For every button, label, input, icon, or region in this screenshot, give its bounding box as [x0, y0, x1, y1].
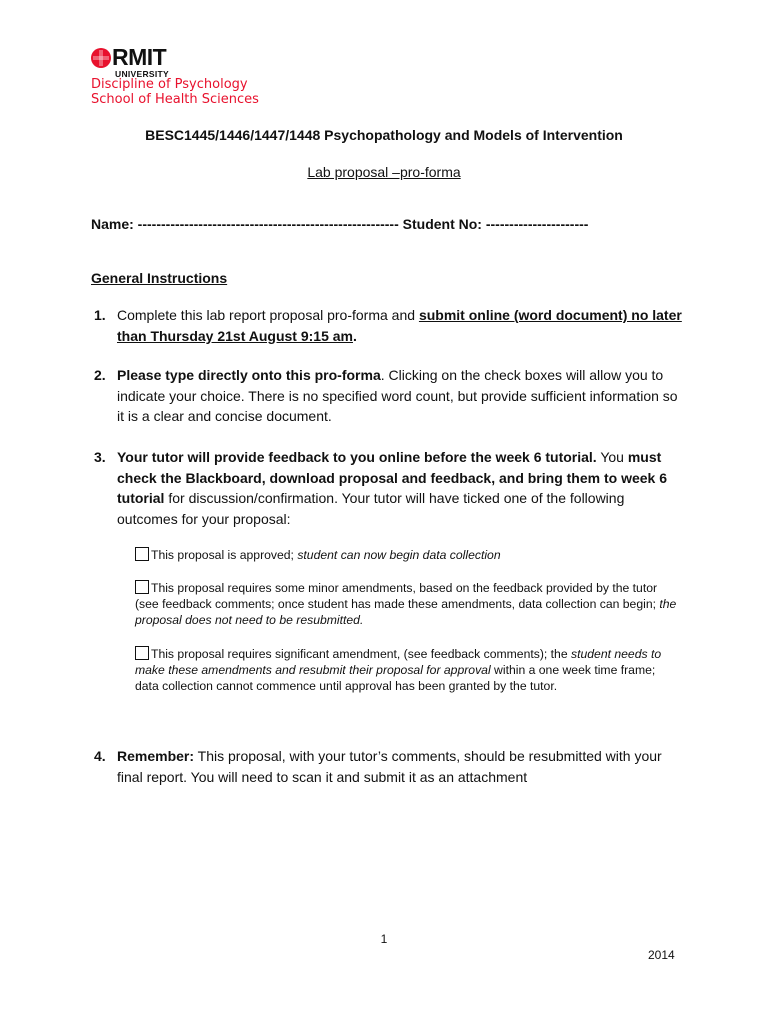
approved-checkbox[interactable] — [135, 547, 149, 561]
document-subtitle: Lab proposal –pro-forma — [307, 164, 461, 180]
instruction-item-4 — [94, 746, 684, 787]
instruction-item-1 — [94, 305, 684, 346]
logo-wordmark: RMIT — [112, 44, 167, 70]
course-title: BESC1445/1446/1447/1448 Psychopathology and Models of Intervention — [145, 127, 623, 143]
item-emphasis: Your tutor will provide feedback to you online before the week 6 tutorial. — [117, 449, 597, 465]
item-emphasis: must check the Blackboard, download proposal and feedback, and bring them to week 6 tutorial — [117, 449, 668, 507]
item-text: . — [352, 327, 357, 344]
item-emphasis: Please type directly onto this pro-forma — [117, 367, 381, 383]
item-text: This proposal, with your tutor’s comments, should be resubmitted with your final report. You will need to scan it and submit it as an attachment — [117, 748, 662, 785]
option-text: This proposal requires some minor amendments, based on the feedback provided by the tutor (see feedback comments; once student has made these amendments, data collection can begin; — [135, 581, 660, 611]
item-number: 2. — [94, 367, 106, 383]
school-line: School of Health Sciences — [91, 92, 259, 107]
outcome-option-significant — [135, 646, 677, 694]
minor-amendments-checkbox[interactable] — [135, 580, 149, 594]
logo-university: UNIVERSITY — [115, 69, 170, 79]
instruction-item-3 — [94, 447, 684, 530]
submission-deadline: submit online (word document) no later than Thursday 21st August 9:15 am — [117, 307, 682, 344]
item-number: 3. — [94, 449, 106, 465]
discipline-line: Discipline of Psychology — [91, 77, 248, 92]
item-number: 1. — [94, 307, 106, 323]
option-text-italic: student can now begin data collection — [297, 548, 501, 562]
item-emphasis: Remember: — [117, 748, 195, 764]
rmit-pixel-icon — [90, 47, 112, 69]
significant-amendment-checkbox[interactable] — [135, 646, 149, 660]
item-number: 4. — [94, 748, 106, 764]
option-text: within a one week time frame; data collection cannot commence until approval has been granted by the tutor. — [135, 663, 656, 693]
item-text: for discussion/confirmation. Your tutor will have ticked one of the following outcomes for your proposal: — [117, 490, 625, 528]
option-text: This proposal requires significant amendment, (see feedback comments); the — [151, 647, 571, 661]
footer-year: 2014 — [648, 948, 675, 962]
item-text: You — [596, 449, 628, 465]
option-text: This proposal is approved; — [151, 548, 298, 562]
general-instructions-heading: General Instructions — [91, 270, 228, 286]
instruction-item-2 — [94, 365, 684, 427]
page-number: 1 — [380, 932, 388, 946]
item-text: Complete this lab report proposal pro-forma and — [117, 307, 419, 323]
rmit-logo — [90, 45, 220, 81]
option-text-italic: the proposal does not need to be resubmitted. — [135, 597, 677, 627]
item-text: . Clicking on the check boxes will allow you to indicate your choice. There is no specified word count, but provide sufficient information so it is a clear and concise document. — [117, 367, 678, 425]
outcome-option-minor — [135, 580, 677, 628]
option-text-italic: student needs to make these amendments and resubmit their proposal for approval — [135, 647, 662, 677]
name-student-line: Name: -------------------------------------------------------- Student No: ---------------------- — [91, 216, 589, 232]
outcome-option-approved — [135, 547, 677, 563]
